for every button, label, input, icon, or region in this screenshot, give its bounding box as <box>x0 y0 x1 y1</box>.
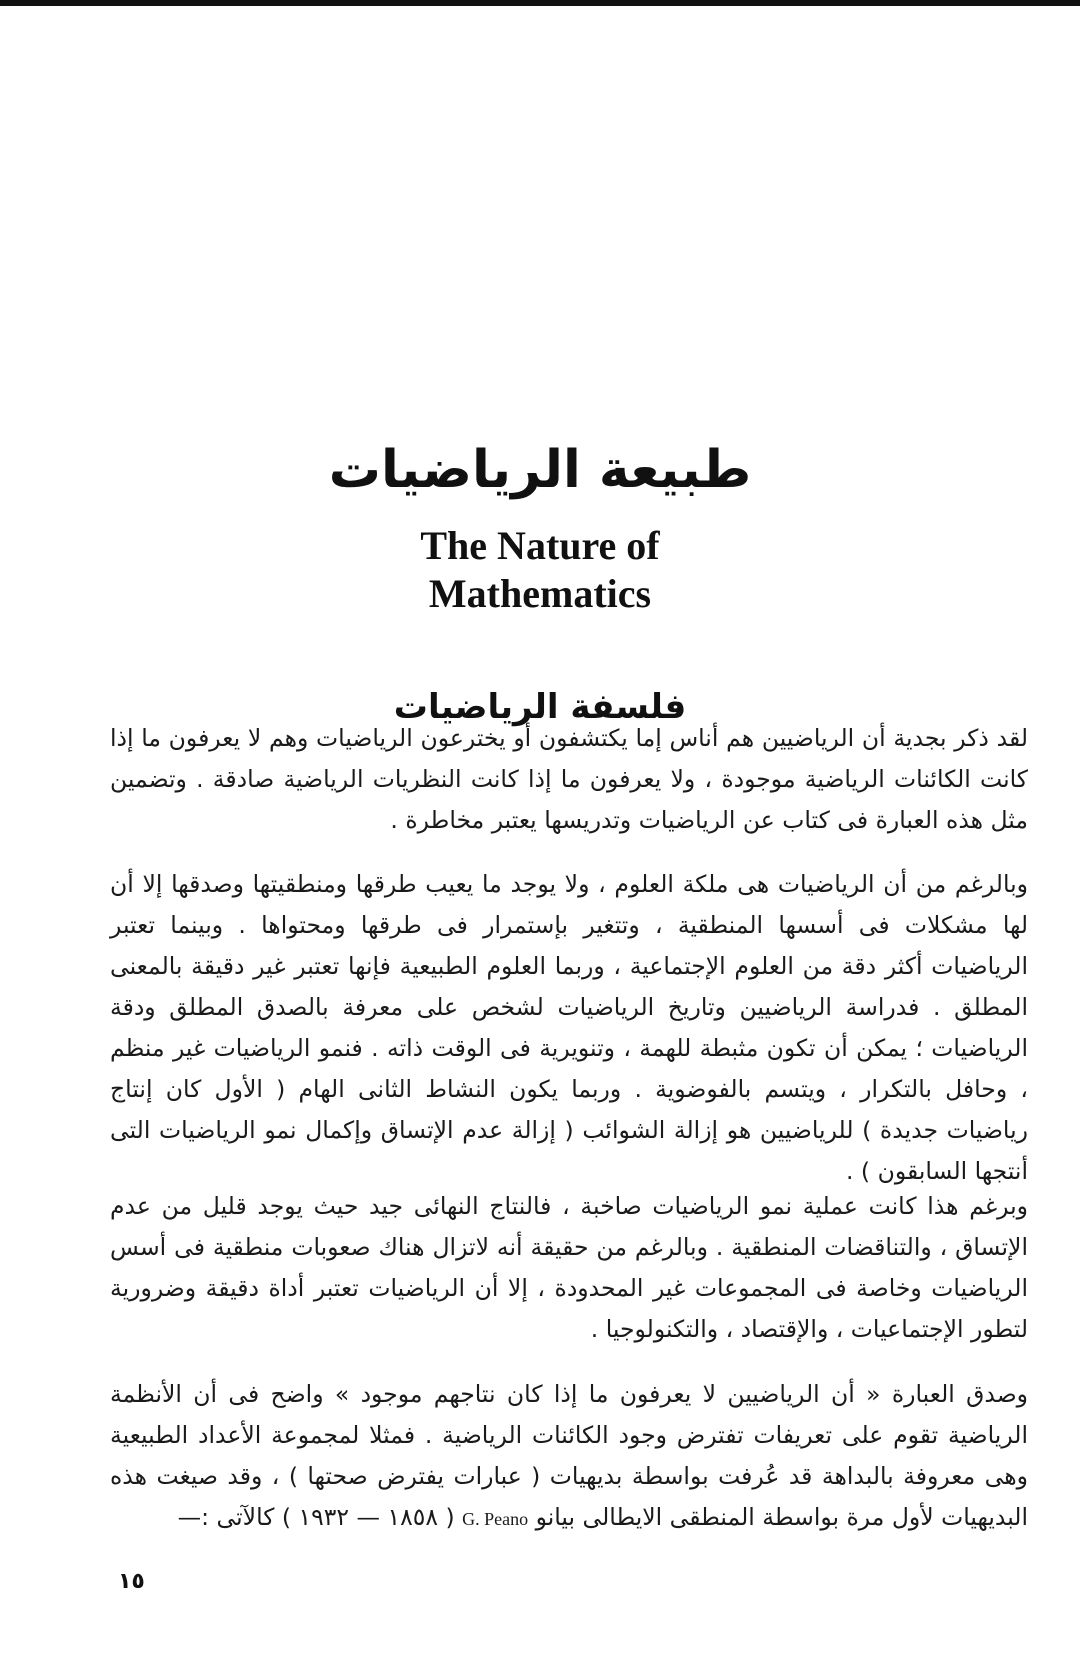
page-title-arabic: طبيعة الرياضيات <box>328 439 752 500</box>
page-number: ١٥ <box>118 1569 145 1594</box>
page-title-english-line-1: The Nature of <box>420 523 660 568</box>
paragraph-1: لقد ذكر بجدية أن الرياضيين هم أناس إما يكتشفون أو يخترعون الرياضيات وهم لا يعرفون ما إذا كانت الكائنات الرياضية موجودة ، ولا يعرفون ما إذا كانت النظريات الرياضية صادقة . وتضمين مثل هذه العبارة فى كتاب عن الرياضيات وتدريسها يعتبر مخاطرة . <box>110 724 1028 834</box>
paragraph-4-text-start: وصدق العبارة « أن الرياضيين لا يعرفون ما إذا كان نتاجهم موجود » واضح فى أن الأنظمة الرياضية تقوم على تعريفات تفترض وجود الكائنات الرياضية . فمثلا لمجموعة الأعداد الطبيعية وهى معروفة بالبداهة قد عُرفت بواسطة بديهيات ( عبارات يفترض صحتها ) ، وقد صيغت هذه البديهيات لأول مرة بواسطة المنطقى الايطالى بيانو <box>110 1380 1028 1531</box>
page-title-english <box>0 522 1080 618</box>
section-heading: فلسفة الرياضيات <box>393 687 687 728</box>
paragraph-4-text-end: ( ١٨٥٨ — ١٩٣٢ ) كالآتى :— <box>177 1503 455 1531</box>
paragraph-2: وبالرغم من أن الرياضيات هى ملكة العلوم ، ولا يوجد ما يعيب طرقها ومنطقيتها وصدقها إلا أن لها مشكلات فى أسسها المنطقية ، وتتغير بإستمرار فى طرقها ومحتواها . وبينما تعتبر الرياضيات أكثر دقة من العلوم الإجتماعية ، وربما العلوم الطبيعية فإنها تعتبر غير دقيقة بالمعنى المطلق . فدراسة الرياضيين وتاريخ الرياضيات لشخص على معرفة بالصدق المطلق ودقة الرياضيات ؛ يمكن أن تكون مثبطة للهمة ، وتنويرية فى الوقت ذاته . فنمو الرياضيات غير منظم ، وحافل بالتكرار ، ويتسم بالفوضوية . وربما يكون النشاط الثانى الهام ( الأول كان إنتاج رياضيات جديدة ) للرياضيين هو إزالة الشوائب ( إزالة عدم الإتساق وإكمال نمو الرياضيات التى أنتجها السابقون ) . <box>110 870 1028 1185</box>
page-title-english-line-2: Mathematics <box>428 571 652 616</box>
top-border-line <box>0 0 1080 6</box>
paragraph-4 <box>110 1374 1028 1540</box>
paragraph-4-latin-name: G. Peano <box>462 1509 529 1529</box>
paragraph-3: وبرغم هذا كانت عملية نمو الرياضيات صاخبة ، فالنتاج النهائى جيد حيث يوجد قليل من عدم الإتساق ، والتناقضات المنطقية . وبالرغم من حقيقة أنه لاتزال هناك صعوبات منطقية فى أسس الرياضيات وخاصة فى المجموعات غير المحدودة ، إلا أن الرياضيات تعتبر أداة دقيقة وضرورية لتطور الإجتماعيات ، والإقتصاد ، والتكنولوجيا . <box>110 1192 1028 1343</box>
